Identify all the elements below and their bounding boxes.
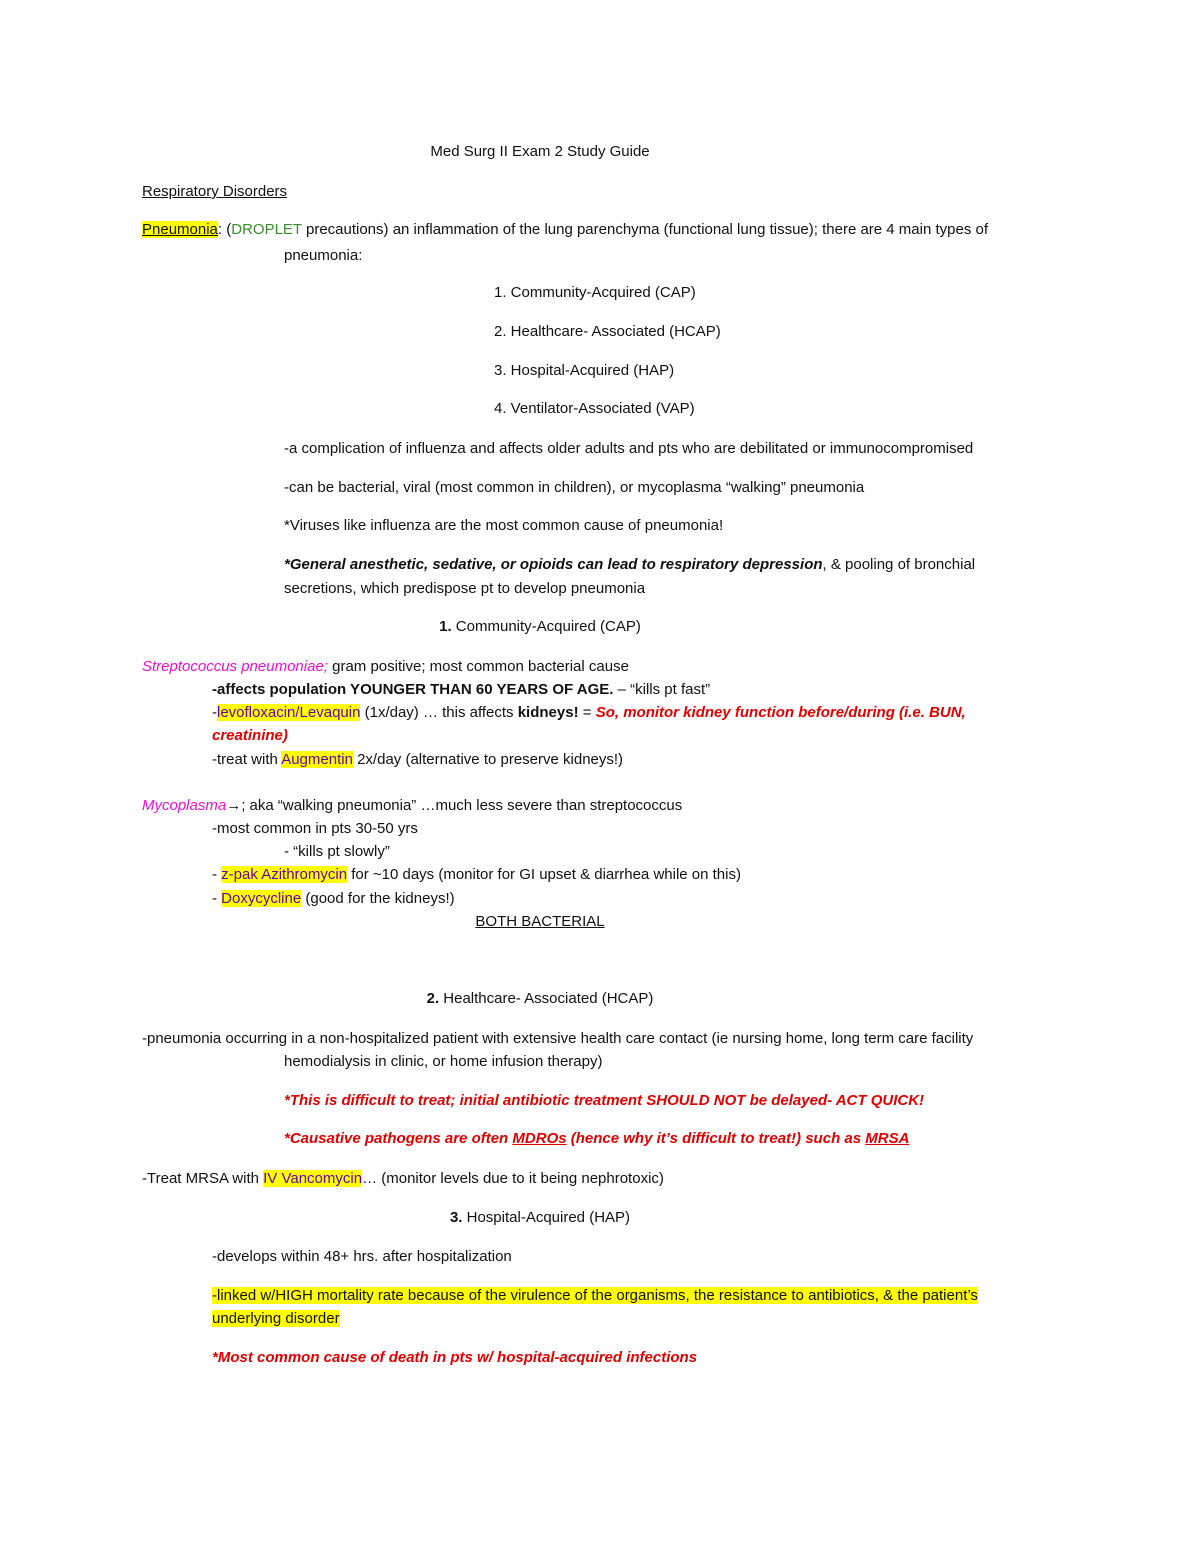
myco-name: Mycoplasma xyxy=(142,797,227,814)
hcap-def-line2: hemodialysis in clinic, or home infusion therapy) xyxy=(284,1053,603,1070)
hcap-warning-pathogens xyxy=(284,1130,909,1147)
myco-azithromycin xyxy=(212,866,741,883)
type-item: 2. Healthcare- Associated (HCAP) xyxy=(494,323,721,340)
strep-population-bold: -affects population YOUNGER THAN 60 YEARS OF AGE. xyxy=(212,681,614,698)
strep-population-rest: – “kills pt fast” xyxy=(613,681,711,698)
mrsa-label: MRSA xyxy=(865,1130,910,1147)
type-item: 1. Community-Acquired (CAP) xyxy=(494,284,696,301)
myco-line xyxy=(142,797,682,814)
augmentin-rest: 2x/day (alternative to preserve kidneys!) xyxy=(352,751,624,768)
hcap-heading xyxy=(0,990,1080,1007)
hap-heading xyxy=(0,1209,1080,1226)
term-pneumonia: Pneumonia xyxy=(142,221,218,238)
doc-title: Med Surg II Exam 2 Study Guide xyxy=(430,143,650,160)
hap-death-note: *Most common cause of death in pts w/ hospital-acquired infections xyxy=(212,1349,698,1366)
both-bacterial-label: BOTH BACTERIAL xyxy=(475,913,605,930)
treat-pre: -Treat MRSA with xyxy=(142,1170,264,1187)
type-item: 3. Hospital-Acquired (HAP) xyxy=(494,362,675,379)
pneumonia-def-line2: pneumonia: xyxy=(284,247,363,264)
type-item: 4. Ventilator-Associated (VAP) xyxy=(494,400,695,417)
cap-heading xyxy=(0,618,1080,635)
strep-name: Streptococcus pneumoniae; xyxy=(142,658,328,675)
note-complication: -a complication of influenza and affects older adults and pts who are debilitated or immunocompromised xyxy=(284,440,974,457)
hap-mortality-hl2: underlying disorder xyxy=(212,1310,340,1327)
dash: - xyxy=(212,890,222,907)
strep-desc: gram positive; most common bacterial cause xyxy=(327,658,629,675)
hcap-heading-num: 2. xyxy=(426,990,440,1007)
kidney-monitor-note-line2: creatinine) xyxy=(212,727,288,744)
note-anesthetic xyxy=(284,556,975,573)
pneumonia-def-line1 xyxy=(142,221,988,238)
note-anesthetic-rest: , & pooling of bronchial xyxy=(822,556,976,573)
augmentin-pre: -treat with xyxy=(212,751,282,768)
doxycycline-rest: (good for the kidneys!) xyxy=(301,890,455,907)
cap-heading-num: 1. xyxy=(439,618,452,635)
hap-mortality-line1 xyxy=(212,1287,978,1304)
drug-azithromycin: z-pak Azithromycin xyxy=(221,866,348,883)
hcap-treatment xyxy=(142,1170,664,1187)
levaquin-mid: (1x/day) … this affects xyxy=(360,704,518,721)
myco-ages: -most common in pts 30-50 yrs xyxy=(212,820,418,837)
hap-mortality-hl1: -linked w/HIGH mortality rate because of the virulence of the organisms, the resistance to antibiotics, & the patient’s xyxy=(212,1287,978,1304)
dash: - xyxy=(212,866,222,883)
drug-vancomycin: IV Vancomycin xyxy=(263,1170,363,1187)
equals: = xyxy=(578,704,596,721)
treat-rest: … (monitor levels due to it being nephrotoxic) xyxy=(362,1170,664,1187)
def-text: precautions) an inflammation of the lung parenchyma (functional lung tissue); there are 4 main types of xyxy=(301,221,989,238)
strep-population xyxy=(212,681,710,698)
section-heading: Respiratory Disorders xyxy=(142,183,288,200)
hap-heading-num: 3. xyxy=(449,1209,463,1226)
hap-heading-text: Hospital-Acquired (HAP) xyxy=(462,1209,631,1226)
cap-heading-text: Community-Acquired (CAP) xyxy=(451,618,641,635)
pathogens-pre: *Causative pathogens are often xyxy=(284,1130,513,1147)
strep-line xyxy=(142,658,629,675)
myco-kills-slowly: - “kills pt slowly” xyxy=(284,843,390,860)
strep-levaquin xyxy=(212,704,966,721)
note-viruses: *Viruses like influenza are the most common cause of pneumonia! xyxy=(284,517,724,534)
myco-doxycycline xyxy=(212,890,455,907)
droplet-label: DROPLET xyxy=(231,221,302,238)
hap-onset: -develops within 48+ hrs. after hospitalization xyxy=(212,1248,512,1265)
myco-desc: ; aka “walking pneumonia” …much less severe than streptococcus xyxy=(241,797,683,814)
note-causes: -can be bacterial, viral (most common in children), or mycoplasma “walking” pneumonia xyxy=(284,479,865,496)
azithromycin-rest: for ~10 days (monitor for GI upset & diarrhea while on this) xyxy=(347,866,741,883)
pathogens-mid: (hence why it’s difficult to treat!) such as xyxy=(566,1130,866,1147)
strep-augmentin xyxy=(212,751,623,768)
colon: : xyxy=(217,221,223,238)
hap-mortality-line2 xyxy=(212,1310,340,1327)
hcap-warning-treat: *This is difficult to treat; initial antibiotic treatment SHOULD NOT be delayed- ACT QUICK! xyxy=(284,1092,925,1109)
dash: - xyxy=(212,704,217,721)
kidneys-label: kidneys! xyxy=(517,704,579,721)
drug-levaquin: levofloxacin/Levaquin xyxy=(217,704,361,721)
note-anesthetic-bold: *General anesthetic, sedative, or opioids can lead to respiratory depression xyxy=(284,556,823,573)
drug-augmentin: Augmentin xyxy=(281,751,353,768)
note-anesthetic-line2: secretions, which predispose pt to develop pneumonia xyxy=(284,580,646,597)
hcap-heading-text: Healthcare- Associated (HCAP) xyxy=(439,990,654,1007)
arrow-icon: → xyxy=(226,797,242,814)
mdro-label: MDROs xyxy=(512,1130,567,1147)
hcap-def-line1: -pneumonia occurring in a non-hospitalized patient with extensive health care contact (ie nursing home, long term care facility xyxy=(142,1030,974,1047)
paren-open: ( xyxy=(222,221,232,238)
drug-doxycycline: Doxycycline xyxy=(221,890,302,907)
kidney-monitor-note: So, monitor kidney function before/during (i.e. BUN, xyxy=(595,704,966,721)
